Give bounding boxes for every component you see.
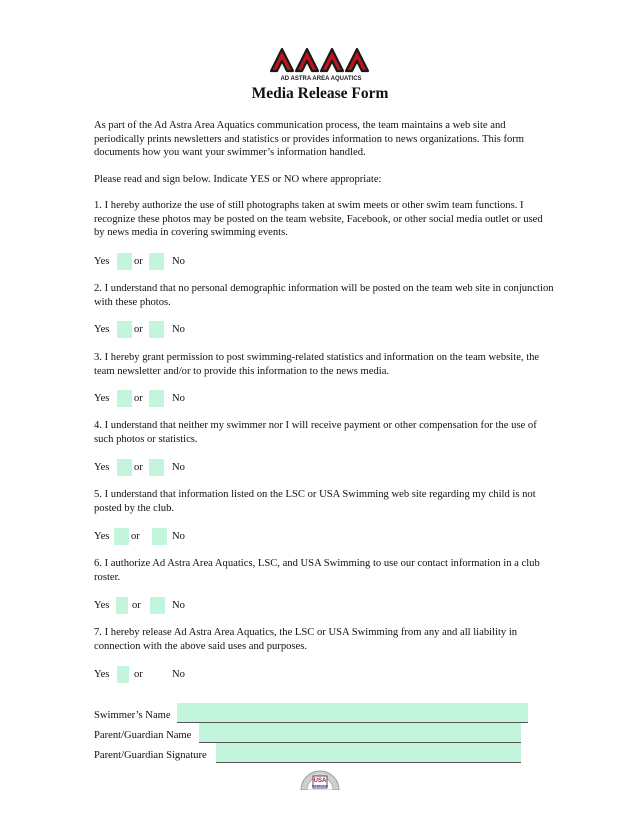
yes-label: Yes xyxy=(94,256,110,267)
or-label: or xyxy=(134,669,143,680)
yes-label: Yes xyxy=(94,324,110,335)
page-title: Media Release Form xyxy=(251,85,389,102)
footer-logo-subtext: SWIMMING xyxy=(312,784,328,788)
release-item-2: 2. I understand that no personal demographic information will be posted on the team web site in conjunction with these photos. xyxy=(94,283,554,308)
or-label: or xyxy=(134,256,143,267)
release-item-6: 6. I authorize Ad Astra Area Aquatics, LSC, and USA Swimming to use our contact information in a club roster. xyxy=(94,558,540,583)
no-checkbox-4[interactable] xyxy=(149,459,164,476)
instructions-paragraph: Please read and sign below. Indicate YES or NO where appropriate: xyxy=(94,174,382,185)
yes-label: Yes xyxy=(94,393,110,404)
yes-checkbox-4[interactable] xyxy=(117,459,132,476)
no-label: No xyxy=(172,531,185,542)
usa-swimming-logo-graphic xyxy=(299,768,341,790)
team-logo xyxy=(268,44,374,82)
yes-label: Yes xyxy=(94,462,110,473)
no-checkbox-2[interactable] xyxy=(149,321,164,338)
no-checkbox-3[interactable] xyxy=(149,390,164,407)
or-label: or xyxy=(134,324,143,335)
swimmer-name-field[interactable] xyxy=(177,703,528,723)
logo-tagline: AD ASTRA AREA AQUATICS xyxy=(280,76,362,82)
release-item-1: 1. I hereby authorize the use of still photographs taken at swim meets or other swim team functions. I recognize these photos may be posted on the team website, Facebook, or other social media outlet or used by news media in covering swimming events. xyxy=(94,200,543,239)
release-item-3: 3. I hereby grant permission to post swimming-related statistics and information on the team website, the team newsletter and/or to provide this information to the news media. xyxy=(94,352,540,377)
yes-label: Yes xyxy=(94,669,110,680)
yes-checkbox-2[interactable] xyxy=(117,321,132,338)
release-item-7: 7. I hereby release Ad Astra Area Aquatics, the LSC or USA Swimming from any and all liability in connection with the above said uses and purposes. xyxy=(94,627,518,652)
guardian-name-field[interactable] xyxy=(199,723,521,743)
yes-checkbox-3[interactable] xyxy=(117,390,132,407)
no-checkbox-1[interactable] xyxy=(149,253,164,270)
yes-checkbox-6[interactable] xyxy=(116,597,128,614)
release-item-5: 5. I understand that information listed on the LSC or USA Swimming web site regarding my child is not posted by the club. xyxy=(94,489,536,514)
no-checkbox-5[interactable] xyxy=(152,528,167,545)
footer-logo-text: USA xyxy=(313,778,327,784)
or-label: or xyxy=(134,462,143,473)
yes-checkbox-5[interactable] xyxy=(114,528,129,545)
guardian-signature-field[interactable] xyxy=(216,743,521,763)
or-label: or xyxy=(134,393,143,404)
aaaa-logo-graphic xyxy=(268,44,374,82)
no-label: No xyxy=(172,256,185,267)
yes-label: Yes xyxy=(94,600,110,611)
or-label: or xyxy=(131,531,140,542)
yes-label: Yes xyxy=(94,531,110,542)
no-label: No xyxy=(172,393,185,404)
usa-swimming-logo xyxy=(299,768,341,790)
no-label: No xyxy=(172,462,185,473)
no-label: No xyxy=(172,324,185,335)
yes-checkbox-1[interactable] xyxy=(117,253,132,270)
guardian-signature-label: Parent/Guardian Signature xyxy=(94,750,207,761)
swimmer-name-label: Swimmer’s Name xyxy=(94,710,171,721)
yes-checkbox-7[interactable] xyxy=(117,666,129,683)
intro-paragraph: As part of the Ad Astra Area Aquatics communication process, the team maintains a web site and periodically prints newsletters and statistics or provides information to news organizations. This form documents how you want your swimmer’s information handled. xyxy=(94,120,525,159)
or-label: or xyxy=(132,600,141,611)
no-checkbox-6[interactable] xyxy=(150,597,165,614)
no-label: No xyxy=(172,669,185,680)
release-item-4: 4. I understand that neither my swimmer nor I will receive payment or other compensation for the use of such photos or statistics. xyxy=(94,420,537,445)
guardian-name-label: Parent/Guardian Name xyxy=(94,730,192,741)
no-label: No xyxy=(172,600,185,611)
